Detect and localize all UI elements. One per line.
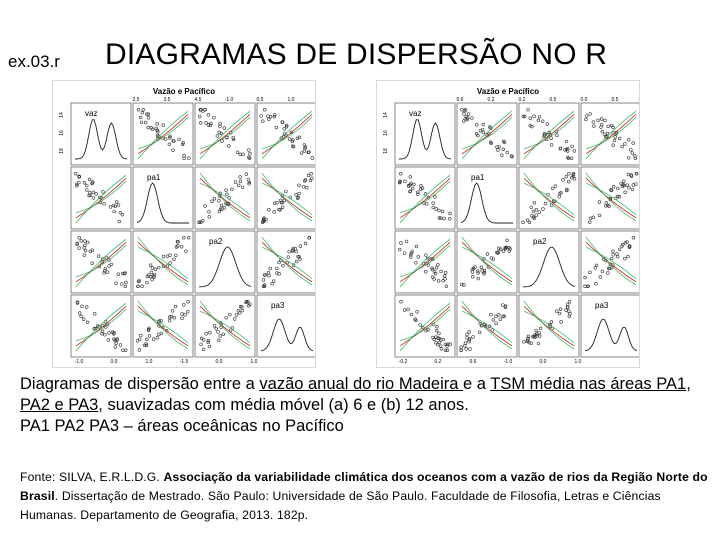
top-tick-label: 3.5 — [163, 97, 171, 103]
matrix-cell — [195, 231, 255, 293]
bottom-tick-label: 0.0 — [539, 359, 547, 365]
variable-label: pa1 — [471, 173, 485, 182]
source-prefix: Fonte: SILVA, E.R.L.D.G. — [20, 470, 164, 484]
bottom-tick-label: 1.0 — [250, 359, 258, 365]
bottom-tick-label: -1.0 — [503, 359, 513, 365]
matrix-cell — [457, 167, 517, 229]
matrix-cell — [133, 167, 193, 229]
bottom-tick-label: 1.0 — [145, 359, 153, 365]
matrix-cell — [71, 295, 131, 357]
matrix-cell — [519, 231, 579, 293]
matrix-cell — [257, 103, 315, 165]
matrix-cell — [395, 231, 455, 293]
top-tick-label: 1.0 — [287, 97, 295, 103]
top-tick-label: 0.5 — [256, 97, 264, 103]
top-tick-label: 0.2 — [518, 97, 526, 103]
matrix-cell — [133, 103, 193, 165]
matrix-cell — [133, 295, 193, 357]
bottom-tick-label: 0.0 — [110, 359, 118, 365]
matrix-cell — [395, 295, 455, 357]
matrix-title: Vazão e Pacífico — [476, 87, 540, 96]
variable-label: vaz — [409, 109, 422, 118]
left-tick-label: 18 — [59, 148, 65, 154]
top-tick-label: 0.5 — [611, 97, 619, 103]
matrix-cell — [257, 231, 315, 293]
top-tick-label: 4.5 — [194, 97, 202, 103]
left-tick-label: 16 — [383, 130, 389, 136]
source-citation — [20, 468, 712, 525]
caption-link-vazao: vazão anual do rio Madeira — [259, 375, 464, 393]
matrix-cell — [71, 231, 131, 293]
bottom-tick-label: 0.6 — [469, 359, 477, 365]
matrix-cell — [195, 103, 255, 165]
matrix-cell — [257, 295, 315, 357]
caption-text-2: e a — [463, 375, 491, 393]
top-tick-label: 0.2 — [487, 97, 495, 103]
variable-label: vaz — [85, 109, 98, 118]
matrix-cell — [195, 167, 255, 229]
caption-line-2: PA1 PA2 PA3 – áreas oceânicas no Pacífico — [20, 417, 344, 435]
matrix-cell — [519, 103, 579, 165]
caption-text-3: , suavizadas com média móvel (a) 6 e (b) 12 anos. — [98, 396, 469, 414]
left-tick-label: 14 — [59, 112, 65, 118]
matrix-cell — [395, 103, 455, 165]
variable-label: pa2 — [533, 237, 547, 246]
matrix-cell — [457, 231, 517, 293]
variable-label: pa3 — [595, 301, 609, 310]
source-title: Associação da variabilidade climática dos oceanos com a vazão de rios da Região Norte do Brasil — [20, 470, 708, 503]
caption-text-1: Diagramas de dispersão entre a — [20, 375, 260, 393]
left-tick-label: 18 — [383, 148, 389, 154]
bottom-tick-label: -1.5 — [179, 359, 189, 365]
top-tick-label: 0.5 — [549, 97, 557, 103]
bottom-tick-label: 1.0 — [574, 359, 582, 365]
matrix-cell — [395, 167, 455, 229]
left-tick-label: 16 — [59, 130, 65, 136]
figure-caption — [20, 374, 710, 437]
source-rest: . Dissertação de Mestrado. São Paulo: Universidade de São Paulo. Faculdade de Filosofia, Letras e Ciências Humanas. Departamento de Geografia, 2013. 182p. — [20, 489, 661, 522]
variable-label: pa1 — [147, 173, 161, 182]
matrix-cell — [519, 167, 579, 229]
top-tick-label: 0.6 — [456, 97, 464, 103]
matrix-cell — [519, 295, 579, 357]
top-tick-label: 0.0 — [580, 97, 588, 103]
bottom-tick-label: -1.0 — [74, 359, 84, 365]
matrix-cell — [581, 295, 639, 357]
matrix-cell — [581, 103, 639, 165]
matrix-cell — [257, 167, 315, 229]
matrix-cell — [457, 295, 517, 357]
top-tick-label: 2.5 — [132, 97, 140, 103]
bottom-tick-label: 0.0 — [215, 359, 223, 365]
matrix-cell — [195, 295, 255, 357]
matrix-cell — [581, 167, 639, 229]
bottom-tick-label: -0.2 — [398, 359, 408, 365]
scatter-matrix-a — [52, 80, 316, 368]
matrix-cell — [71, 167, 131, 229]
matrix-cell — [133, 231, 193, 293]
caption-link-tsm: TSM média nas áreas PA1, PA2 e PA3 — [20, 375, 691, 414]
matrix-cell — [457, 103, 517, 165]
matrix-title: Vazão e Pacífico — [152, 87, 216, 96]
matrix-cell — [71, 103, 131, 165]
variable-label: pa2 — [209, 237, 223, 246]
scatter-matrix-a-plot — [53, 81, 315, 367]
top-tick-label: -1.0 — [224, 97, 234, 103]
slide-tag: ex.03.r — [8, 52, 60, 71]
matrix-cell — [581, 231, 639, 293]
scatter-matrix-b-plot — [377, 81, 639, 367]
variable-label: pa3 — [271, 301, 285, 310]
left-tick-label: 14 — [383, 112, 389, 118]
scatter-matrix-b — [376, 80, 640, 368]
bottom-tick-label: 0.2 — [434, 359, 442, 365]
slide-title: DIAGRAMAS DE DISPERSÃO NO R — [105, 38, 608, 71]
